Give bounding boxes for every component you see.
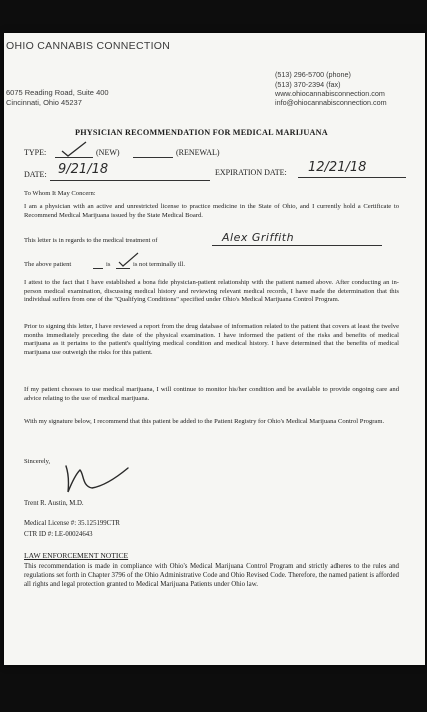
checkmark-icon	[60, 140, 90, 158]
contact-phone: (513) 296-5700 (phone)	[275, 70, 351, 79]
renewal-checkbox-line	[133, 157, 173, 158]
is-label: is	[106, 261, 111, 268]
regards-prefix: This letter is in regards to the medical treatment of	[24, 237, 158, 244]
org-name: OHIO CANNABIS CONNECTION	[6, 40, 171, 52]
is-line	[93, 268, 103, 269]
renewal-label: (RENEWAL)	[176, 148, 220, 157]
paragraph-review: Prior to signing this letter, I have reviewed a report from the drug database of information related to the patient that covers at least the twelve months immediately preceding the date of the physical examination. I have informed the patient of the risks and benefits of medical marijuana as it pertains to the patient's qualifying medical condition and medical history. I have determined that the benefits of medical marijuana use outweigh the risks for this patient.	[24, 323, 399, 356]
document-title: PHYSICIAN RECOMMENDATION FOR MEDICAL MARIJUANA	[75, 128, 328, 137]
is-not-line	[116, 268, 130, 269]
paragraph-recommend: With my signature below, I recommend that this patient be added to the Patient Registry for Ohio's Medical Marijuana Control Program.	[24, 418, 385, 425]
paragraph-attestation: I attest to the fact that I have established a bona fide physician-patient relationship with the patient named above. After conducting an in-person medical examination, discussing medical history and reviewing relevant medical records, I have made the determination that this individual suffers from one of the "Qualifying Conditions" specified under Ohio's Medical Marijuana Control Program.	[24, 279, 399, 304]
expiration-label: EXPIRATION DATE:	[215, 168, 287, 177]
notice-text: This recommendation is made in compliance with Ohio's Medical Marijuana Control Program and strictly adheres to the rules and regulations set forth in Chapter 3796 of the Ohio Administrative Code and Ohio Revised Code. Therefore, the named patient is afforded all rights and legal protection granted to Medical Marijuana Patients under Ohio law.	[24, 563, 399, 588]
patient-name: Alex Griffith	[222, 231, 295, 244]
expiration-value: 12/21/18	[308, 160, 367, 175]
org-address-line2: Cincinnati, Ohio 45237	[6, 98, 82, 107]
date-value: 9/21/18	[58, 162, 109, 177]
date-line	[50, 180, 210, 181]
new-label: (NEW)	[96, 148, 120, 157]
type-label: TYPE:	[24, 148, 47, 157]
signature-mark	[62, 460, 132, 496]
contact-fax: (513) 370-2394 (fax)	[275, 80, 341, 89]
patient-status-prefix: The above patient	[24, 261, 72, 268]
date-label: DATE:	[24, 170, 47, 179]
salutation: To Whom It May Concern:	[24, 190, 96, 197]
medical-license: Medical License #: 35.125199CTR	[24, 520, 120, 527]
notice-title: LAW ENFORCEMENT NOTICE	[24, 551, 129, 560]
contact-email: info@ohiocannabisconnection.com	[275, 98, 387, 107]
org-address-line1: 6075 Reading Road, Suite 400	[6, 88, 109, 97]
is-not-label: is not terminally ill.	[133, 261, 186, 268]
physician-name: Trent R. Austin, M.D.	[24, 500, 84, 507]
contact-website: www.ohiocannabisconnection.com	[275, 89, 385, 98]
paragraph-monitor: If my patient chooses to use medical marijuana, I will continue to monitor his/her condition and be available to provide ongoing care and advice relating to the use of medical marijuana.	[24, 386, 399, 402]
closing: Sincerely,	[24, 458, 51, 465]
patient-name-line	[212, 245, 382, 246]
paragraph-license: I am a physician with an active and unrestricted license to practice medicine in the State of Ohio, and I currently hold a Certificate to Recommend Medical Marijuana issued by the State Medical Board.	[24, 203, 399, 219]
expiration-line	[298, 177, 406, 178]
ctr-id: CTR ID #: LE-00024643	[24, 531, 93, 538]
